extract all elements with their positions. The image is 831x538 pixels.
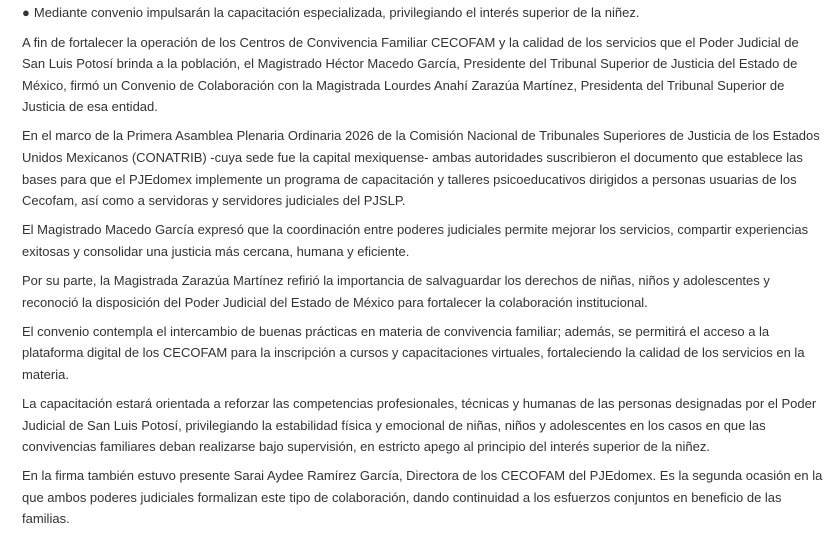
bullet-icon: ● bbox=[22, 5, 30, 20]
paragraph-closing: En la firma también estuvo presente Sarai Aydee Ramírez García, Directora de los CECOFAM del PJEdomex. Es la segunda ocasión en la que ambos poderes judiciales formalizan este tipo de colaboración, dando continuidad a los esfuerzos conjuntos en beneficio de las familias. bbox=[22, 468, 823, 527]
summary-bullet-text: Mediante convenio impulsarán la capacitación especializada, privilegiando el interés superior de la niñez. bbox=[33, 5, 640, 20]
paragraph-macedo-statement: El Magistrado Macedo García expresó que la coordinación entre poderes judiciales permite mejorar los servicios, compartir experiencias exitosas y consolidar una justicia más cercana, humana y eficiente. bbox=[22, 222, 809, 259]
paragraph-agreement-scope: El convenio contempla el intercambio de buenas prácticas en materia de convivencia familiar; además, se permitirá el acceso a la plataforma digital de los CECOFAM para la inscripción a cursos y capacitaciones virtuales, fortaleciendo la calidad de los servicios en la materia. bbox=[22, 323, 805, 382]
summary-bullet bbox=[22, 2, 824, 24]
paragraph-zarazua-statement: Por su parte, la Magistrada Zarazúa Martínez refirió la importancia de salvaguardar los derechos de niñas, niños y adolescentes y reconoció la disposición del Poder Judicial del Estado de México para fortalecer la colaboración institucional. bbox=[22, 273, 770, 310]
paragraph-context: En el marco de la Primera Asamblea Plenaria Ordinaria 2026 de la Comisión Nacional de Tribunales Superiores de Justicia de los Estados Unidos Mexicanos (CONATRIB) -cuya sede fue la capital mexiquense- ambas autoridades suscribieron el documento que establece las bases para que el PJEdomex implemente un programa de capacitación y talleres psicoeducativos dirigidos a personas usuarias de los Cecofam, así como a servidoras y servidores judiciales del PJSLP. bbox=[22, 128, 820, 209]
paragraph-training: La capacitación estará orientada a reforzar las competencias profesionales, técnicas y humanas de las personas designadas por el Poder Judicial de San Luis Potosí, privilegiando la estabilidad física y emocional de niñas, niños y adolescentes en los casos en que las convivencias familiares deban realizarse bajo supervisión, en estricto apego al principio del interés superior de la niñez. bbox=[22, 396, 817, 455]
paragraph-intro: A fin de fortalecer la operación de los Centros de Convivencia Familiar CECOFAM y la calidad de los servicios que el Poder Judicial de San Luis Potosí brinda a la población, el Magistrado Héctor Macedo García, Presidente del Tribunal Superior de Justicia del Estado de México, firmó un Convenio de Colaboración con la Magistrada Lourdes Anahí Zarazúa Martínez, Presidenta del Tribunal Superior de Justicia de esa entidad. bbox=[22, 34, 799, 115]
article-body bbox=[22, 2, 824, 538]
